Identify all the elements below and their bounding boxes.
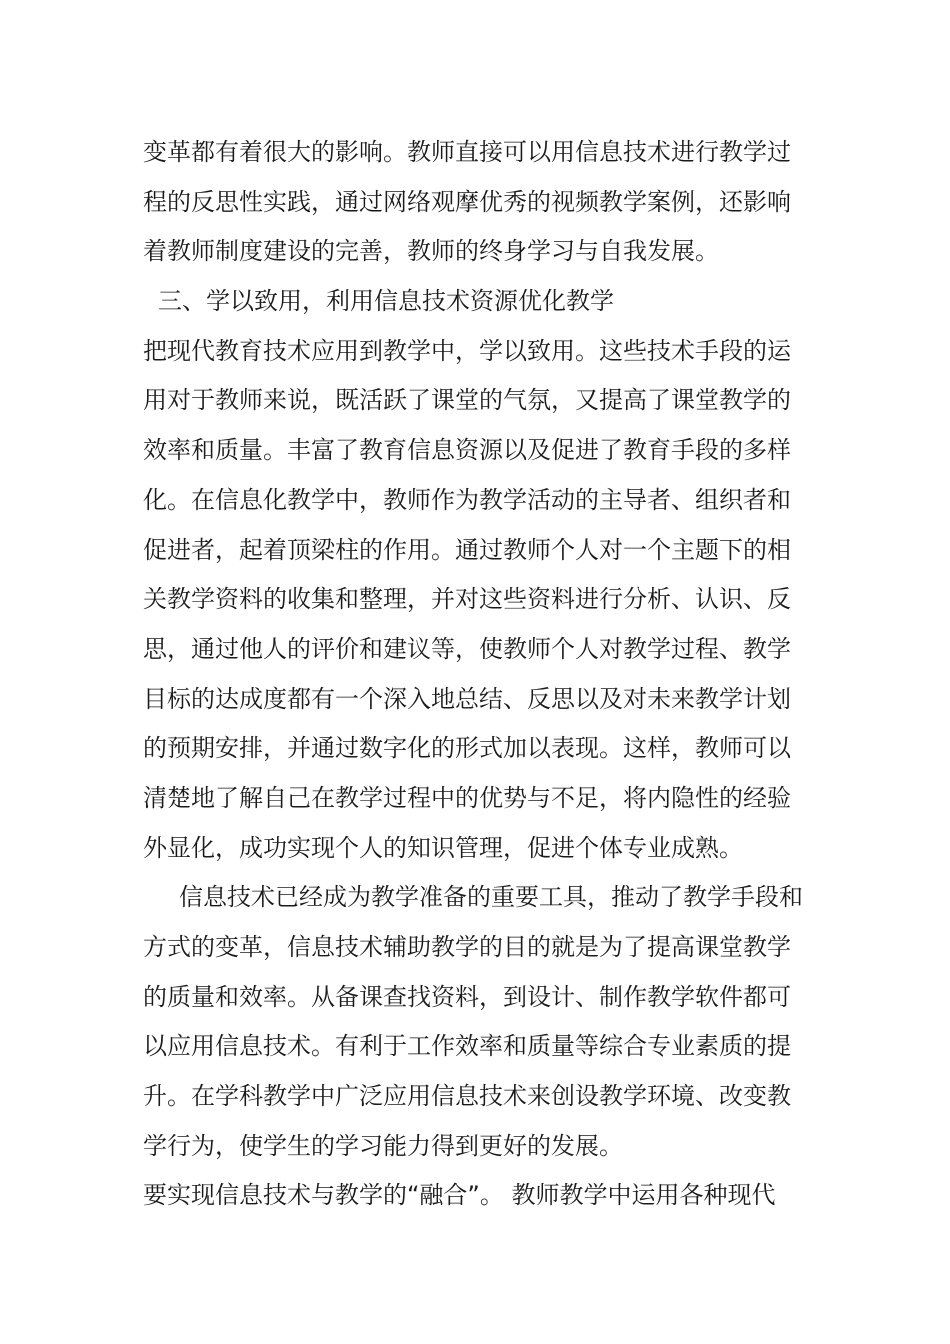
text-line: 的质量和效率。从备课查找资料，到设计、制作教学软件都可 (143, 982, 791, 1011)
text-line: 方式的变革，信息技术辅助教学的目的就是为了提高课堂教学 (143, 933, 791, 961)
text-line: 效率和质量。丰富了教育信息资源以及促进了教育手段的多样 (143, 436, 791, 465)
text-line: 程的反思性实践，通过网络观摩优秀的视频教学案例，还影响 (143, 187, 791, 216)
text-line: 关教学资料的收集和整理，并对这些资料进行分析、认识、反 (143, 585, 791, 614)
text-line: 清楚地了解自己在教学过程中的优势与不足，将内隐性的经验 (143, 783, 791, 812)
text-line: 升。在学科教学中广泛应用信息技术来创设教学环境、改变教 (143, 1082, 791, 1111)
text-line: 的预期安排，并通过数字化的形式加以表现。这样，教师可以 (143, 734, 791, 763)
text-line: 化。在信息化教学中，教师作为教学活动的主导者、组织者和 (143, 485, 791, 514)
text-line: 目标的达成度都有一个深入地总结、反思以及对未来教学计划 (143, 684, 791, 713)
text-line: 信息技术已经成为教学准备的重要工具，推动了教学手段和 (179, 883, 803, 912)
text-line: 以应用信息技术。有利于工作效率和质量等综合专业素质的提 (143, 1032, 791, 1061)
text-line: 要实现信息技术与教学的“融合”。 教师教学中运用各种现代 (143, 1181, 776, 1210)
text-line: 着教师制度建设的完善，教师的终身学习与自我发展。 (143, 237, 719, 266)
body-text (143, 128, 808, 1221)
text-line: 思，通过他人的评价和建议等，使教师个人对教学过程、教学 (143, 634, 791, 663)
section-heading: 三、学以致用，利用信息技术资源优化教学 (158, 287, 614, 316)
text-line: 外显化，成功实现个人的知识管理，促进个体专业成熟。 (143, 833, 743, 862)
text-line: 学行为，使学生的学习能力得到更好的发展。 (143, 1131, 623, 1160)
text-line: 变革都有着很大的影响。教师直接可以用信息技术进行教学过 (143, 138, 791, 166)
text-line: 把现代教育技术应用到教学中，学以致用。这些技术手段的运 (143, 336, 791, 365)
text-line: 促进者，起着顶梁柱的作用。通过教师个人对一个主题下的相 (143, 535, 791, 564)
text-line: 用对于教师来说，既活跃了课堂的气氛，又提高了课堂教学的 (143, 386, 791, 415)
